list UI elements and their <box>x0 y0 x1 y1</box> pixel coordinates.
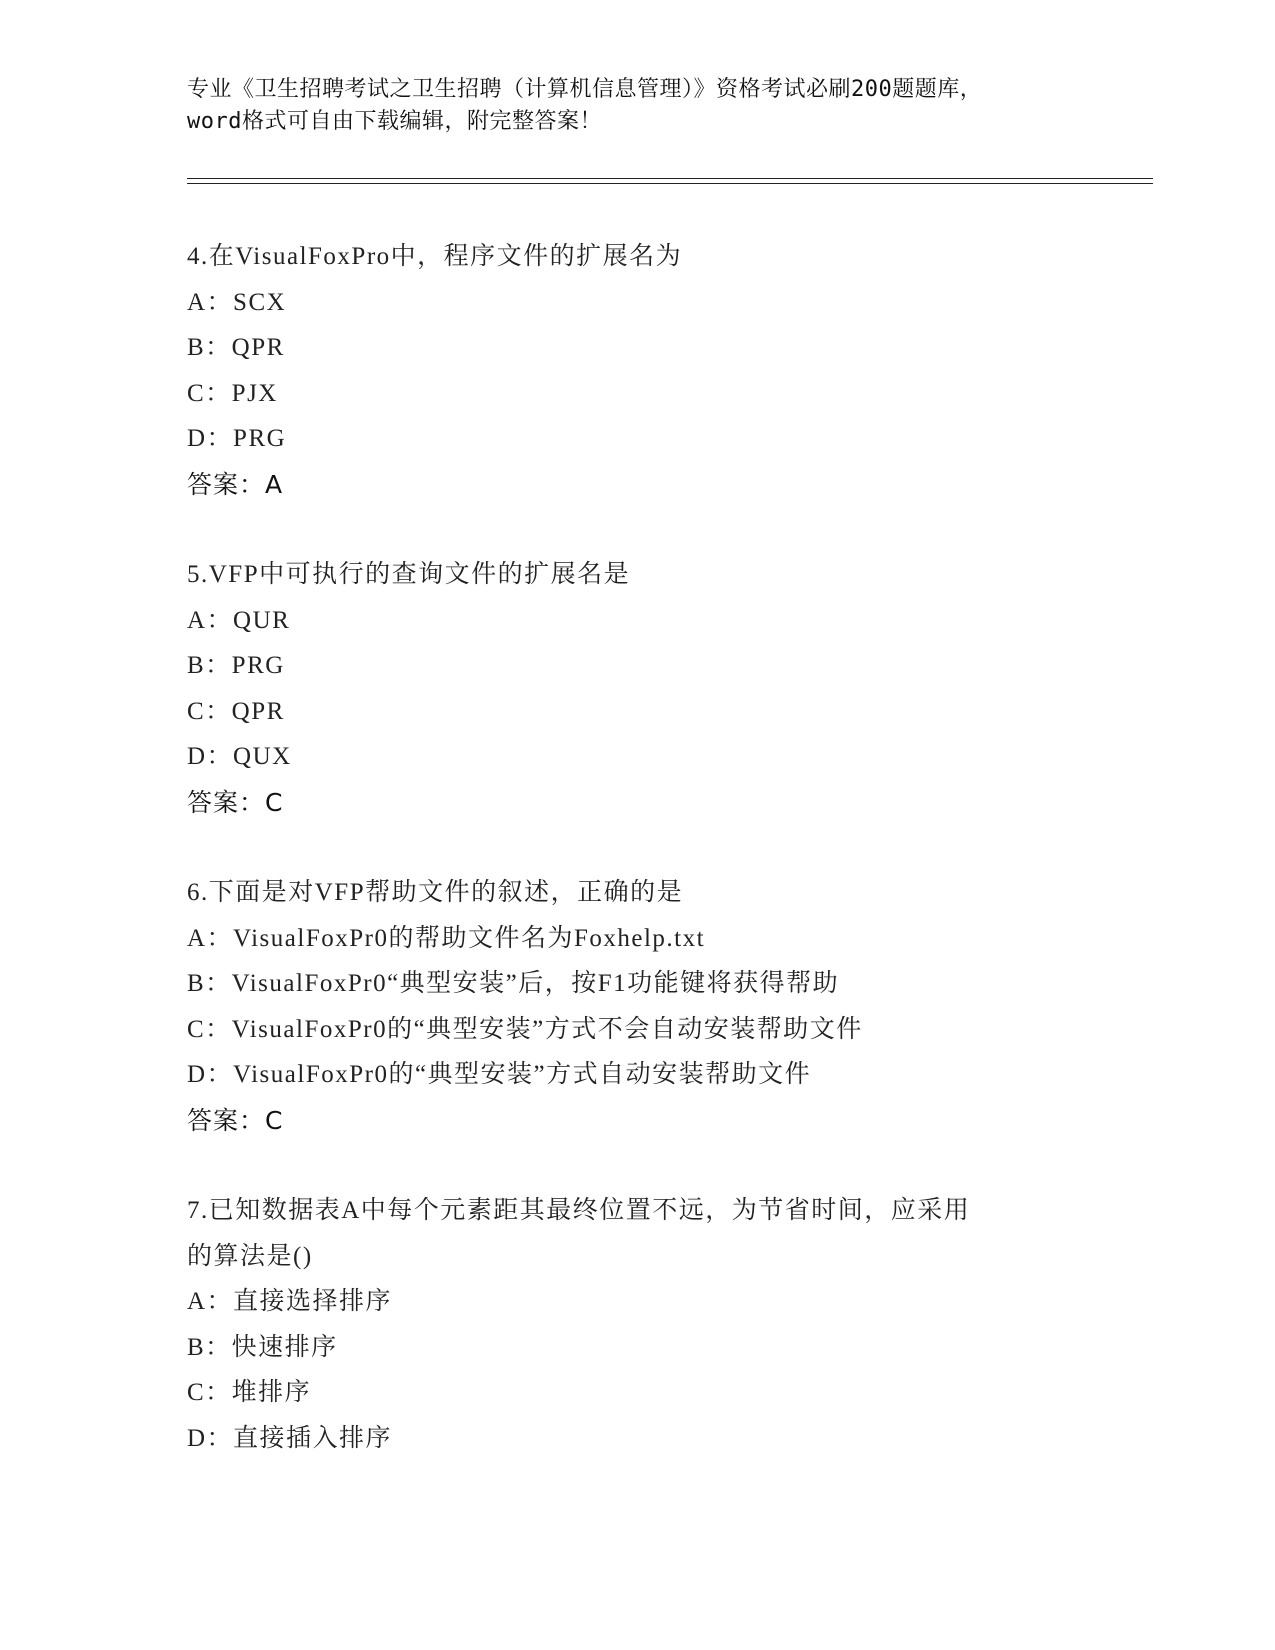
option-a: A：SCX <box>187 288 287 316</box>
option-a: A：直接选择排序 <box>187 1288 393 1315</box>
header-divider-bottom <box>187 183 1153 184</box>
header-line-1: 专业《卫生招聘考试之卫生招聘（计算机信息管理）》资格考试必刷200题题库， <box>187 77 983 102</box>
question-stem-line-1: 7.已知数据表A中每个元素距其最终位置不远，为节省时间，应采用 <box>187 1197 971 1224</box>
option-b: B：VisualFoxPr0“典型安装”后，按F1功能键将获得帮助 <box>187 970 840 997</box>
question-6 <box>187 870 1067 1143</box>
option-a: A：VisualFoxPr0的帮助文件名为Foxhelp.txt <box>187 924 706 952</box>
option-d: D：VisualFoxPr0的“典型安装”方式自动安装帮助文件 <box>187 1061 812 1088</box>
option-b: B：QPR <box>187 334 285 361</box>
option-a: A：QUR <box>187 606 291 634</box>
question-stem: 4.在VisualFoxPro中，程序文件的扩展名为 <box>187 243 683 270</box>
question-stem: 6.下面是对VFP帮助文件的叙述，正确的是 <box>187 879 684 906</box>
option-d: D：直接插入排序 <box>187 1424 393 1452</box>
question-4 <box>187 234 1067 507</box>
option-c: C：PJX <box>187 379 278 407</box>
question-5 <box>187 552 1067 825</box>
option-b: B：PRG <box>187 652 285 679</box>
option-c: C：VisualFoxPr0的“典型安装”方式不会自动安装帮助文件 <box>187 1015 863 1043</box>
answer-label: 答案：A <box>187 469 284 499</box>
question-stem-line-2: 的算法是() <box>187 1242 313 1270</box>
document-header <box>187 74 1087 138</box>
header-line-2: word格式可自由下载编辑，附完整答案！ <box>187 109 602 134</box>
option-d: D：QUX <box>187 743 292 770</box>
option-c: C：QPR <box>187 697 285 725</box>
answer-label: 答案：C <box>187 1105 284 1135</box>
question-stem: 5.VFP中可执行的查询文件的扩展名是 <box>187 561 631 588</box>
option-c: C：堆排序 <box>187 1379 312 1406</box>
option-b: B：快速排序 <box>187 1333 338 1361</box>
question-7 <box>187 1188 1067 1461</box>
header-divider-top <box>187 178 1153 179</box>
answer-label: 答案：C <box>187 787 284 817</box>
option-d: D：PRG <box>187 425 287 452</box>
